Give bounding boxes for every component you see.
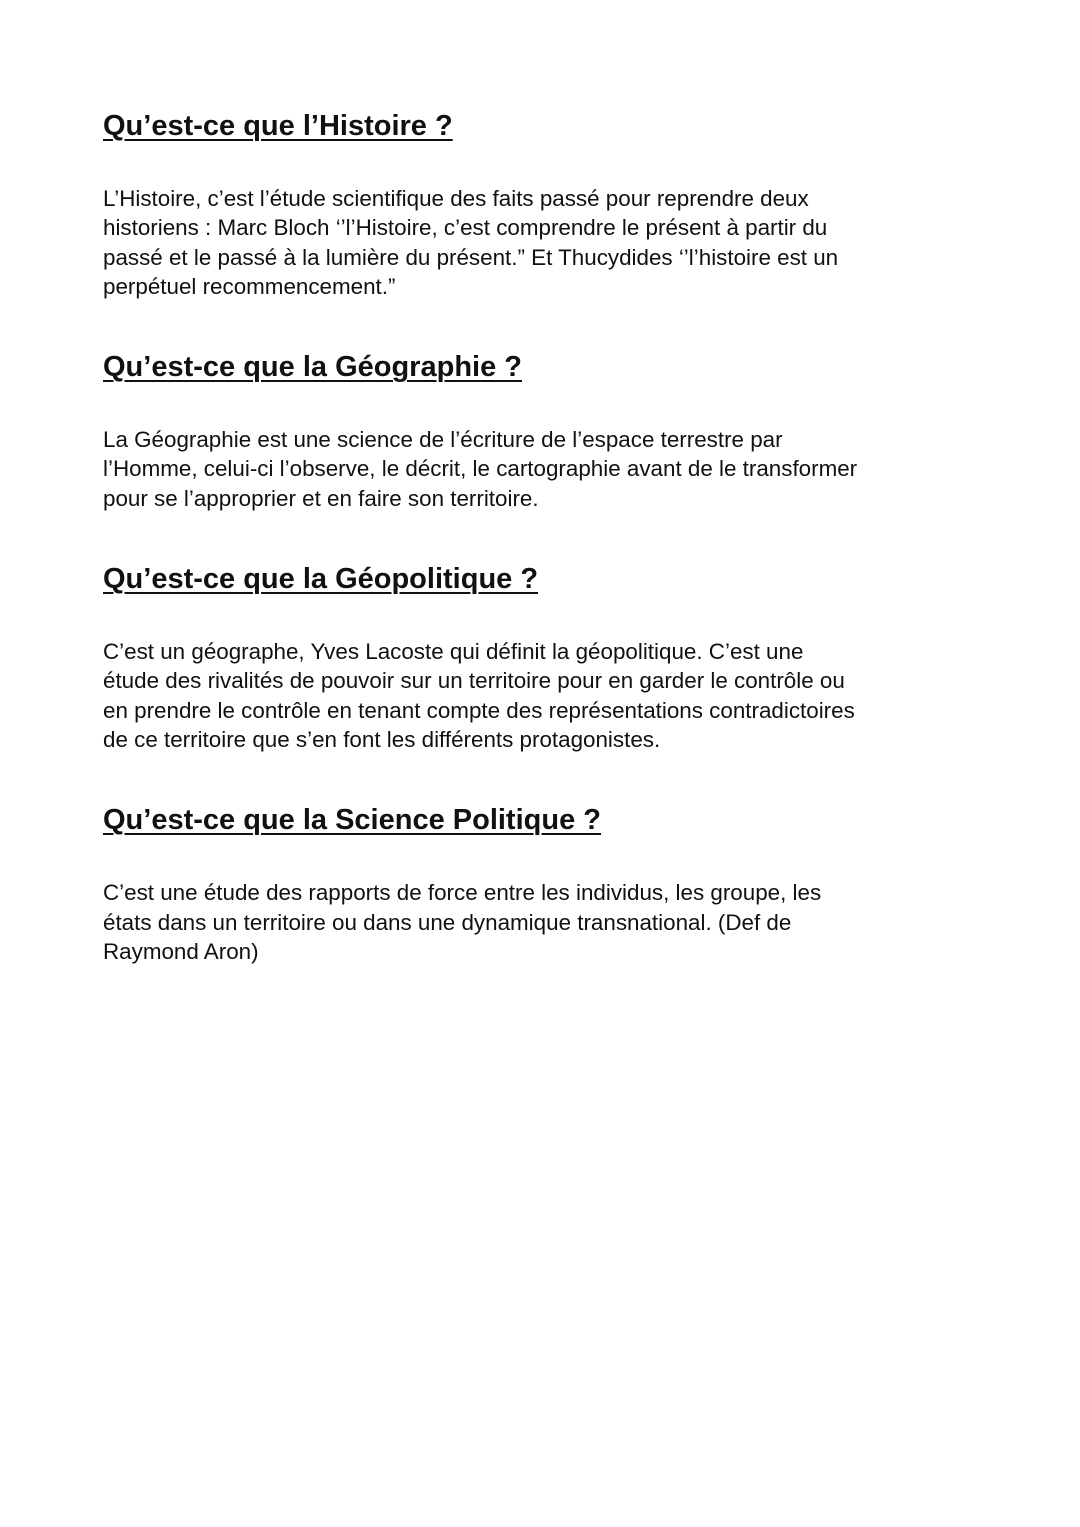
section-paragraph <box>103 637 983 754</box>
section-histoire <box>103 104 983 301</box>
section-geopolitique <box>103 557 983 754</box>
section-spacer <box>103 513 983 557</box>
section-paragraph <box>103 878 983 966</box>
section-science-politique <box>103 798 983 966</box>
section-paragraph <box>103 184 983 301</box>
paragraph-line: étude des rivalités de pouvoir sur un territoire pour en garder le contrôle ou <box>103 668 845 694</box>
section-spacer <box>103 754 983 798</box>
paragraph-line: Raymond Aron) <box>103 938 259 964</box>
paragraph-line: historiens : Marc Bloch ‘’l’Histoire, c’est comprendre le présent à partir du <box>103 215 828 241</box>
paragraph-line: passé et le passé à la lumière du présent.” Et Thucydides ‘’l’histoire est un <box>103 244 839 270</box>
paragraph-line: l’Homme, celui-ci l’observe, le décrit, le cartographie avant de le transformer <box>103 456 858 482</box>
paragraph-line: C’est une étude des rapports de force entre les individus, les groupe, les <box>103 880 822 906</box>
section-heading: Qu’est-ce que l’Histoire ? <box>103 110 453 142</box>
paragraph-line: de ce territoire que s’en font les différents protagonistes. <box>103 726 661 752</box>
paragraph-line: états dans un territoire ou dans une dynamique transnational. (Def de <box>103 909 792 935</box>
paragraph-line: perpétuel recommencement.” <box>103 273 396 299</box>
section-heading: Qu’est-ce que la Science Politique ? <box>103 804 601 837</box>
paragraph-line: en prendre le contrôle en tenant compte des représentations contradictoires <box>103 697 855 723</box>
section-heading: Qu’est-ce que la Géopolitique ? <box>103 563 539 596</box>
paragraph-line: pour se l’approprier et en faire son territoire. <box>103 485 539 511</box>
section-geographie <box>103 345 983 513</box>
paragraph-line: L’Histoire, c’est l’étude scientifique des faits passé pour reprendre deux <box>103 186 809 211</box>
section-heading: Qu’est-ce que la Géographie ? <box>103 351 522 384</box>
document-page <box>103 104 983 966</box>
section-paragraph <box>103 425 983 513</box>
section-spacer <box>103 301 983 345</box>
paragraph-line: La Géographie est une science de l’écriture de l’espace terrestre par <box>103 427 783 453</box>
paragraph-line: C’est un géographe, Yves Lacoste qui définit la géopolitique. C’est une <box>103 639 804 665</box>
